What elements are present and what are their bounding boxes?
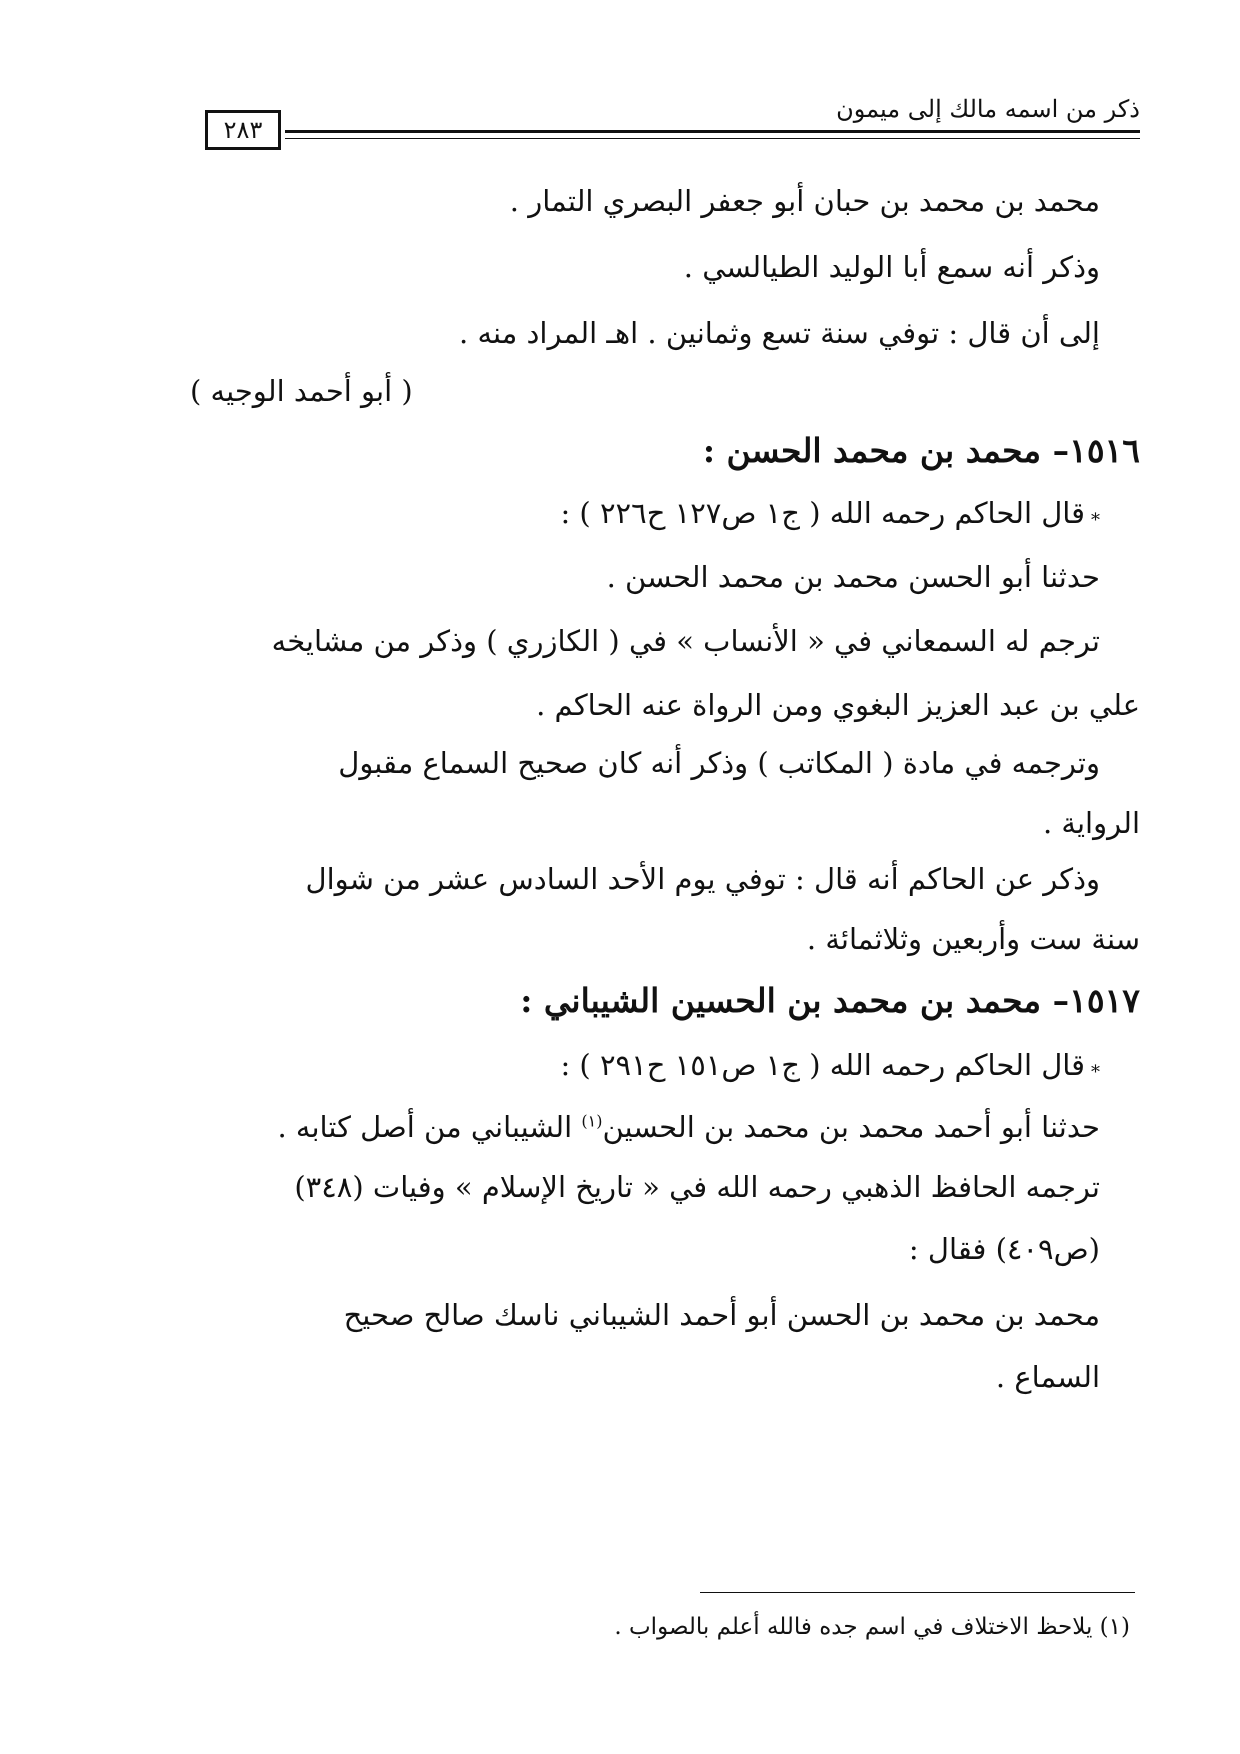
text-segment: حدثنا أبو أحمد محمد بن محمد بن الحسين bbox=[602, 1110, 1100, 1144]
header-rule bbox=[285, 130, 1140, 133]
header-rule-thin bbox=[285, 138, 1140, 139]
text-line: إلى أن قال : توفي سنة تسع وثمانين . اهـ المراد منه . bbox=[459, 316, 1100, 350]
running-title: ذكر من اسمه مالك إلى ميمون bbox=[836, 95, 1140, 123]
footnote-rule bbox=[700, 1592, 1135, 1593]
star-bullet-icon: ⁎ bbox=[1091, 1056, 1100, 1077]
text-line: ترجم له السمعاني في « الأنساب » في ( الكازري ) وذكر من مشايخه bbox=[271, 624, 1100, 658]
text-line: وذكر أنه سمع أبا الوليد الطيالسي . bbox=[683, 250, 1100, 284]
text-segment: الشيباني من أصل كتابه . bbox=[277, 1110, 573, 1144]
text-line-with-footnote bbox=[277, 1106, 1100, 1148]
footnote: (١) يلاحظ الاختلاف في اسم جده فالله أعلم بالصواب . bbox=[614, 1614, 1130, 1640]
page-number: ٢٨٣ bbox=[205, 110, 281, 150]
section-note: ( أبو أحمد الوجيه ) bbox=[190, 374, 413, 408]
entry-heading-1516: ١٥١٦– محمد بن محمد الحسن : bbox=[702, 431, 1140, 470]
text-line: حدثنا أبو الحسن محمد بن محمد الحسن . bbox=[606, 560, 1100, 594]
footnote-reference: (١) bbox=[581, 1111, 603, 1131]
text-line: وترجمه في مادة ( المكاتب ) وذكر أنه كان صحيح السماع مقبول bbox=[338, 746, 1100, 780]
entry-heading-1517: ١٥١٧– محمد بن محمد بن الحسين الشيباني : bbox=[520, 981, 1140, 1020]
text-line: محمد بن محمد بن الحسن أبو أحمد الشيباني ناسك صالح صحيح bbox=[343, 1298, 1100, 1332]
citation-text: قال الحاكم رحمه الله ( ج١ ص١٢٧ ح٢٢٦ ) : bbox=[560, 496, 1085, 530]
text-line: السماع . bbox=[995, 1360, 1100, 1394]
text-line: محمد بن محمد بن حبان أبو جعفر البصري التمار . bbox=[509, 184, 1100, 218]
citation-text: قال الحاكم رحمه الله ( ج١ ص١٥١ ح٢٩١ ) : bbox=[560, 1048, 1085, 1082]
text-line: الرواية . bbox=[1042, 806, 1140, 840]
citation-line bbox=[560, 492, 1100, 536]
text-line: ترجمه الحافظ الذهبي رحمه الله في « تاريخ الإسلام » وفيات (٣٤٨) bbox=[294, 1170, 1100, 1204]
citation-line bbox=[560, 1044, 1100, 1088]
text-line: وذكر عن الحاكم أنه قال : توفي يوم الأحد السادس عشر من شوال bbox=[305, 862, 1100, 896]
text-line: علي بن عبد العزيز البغوي ومن الرواة عنه الحاكم . bbox=[536, 688, 1140, 722]
star-bullet-icon: ⁎ bbox=[1091, 504, 1100, 525]
text-line: سنة ست وأربعين وثلاثمائة . bbox=[806, 922, 1140, 956]
text-line: (ص٤٠٩) فقال : bbox=[908, 1232, 1100, 1266]
